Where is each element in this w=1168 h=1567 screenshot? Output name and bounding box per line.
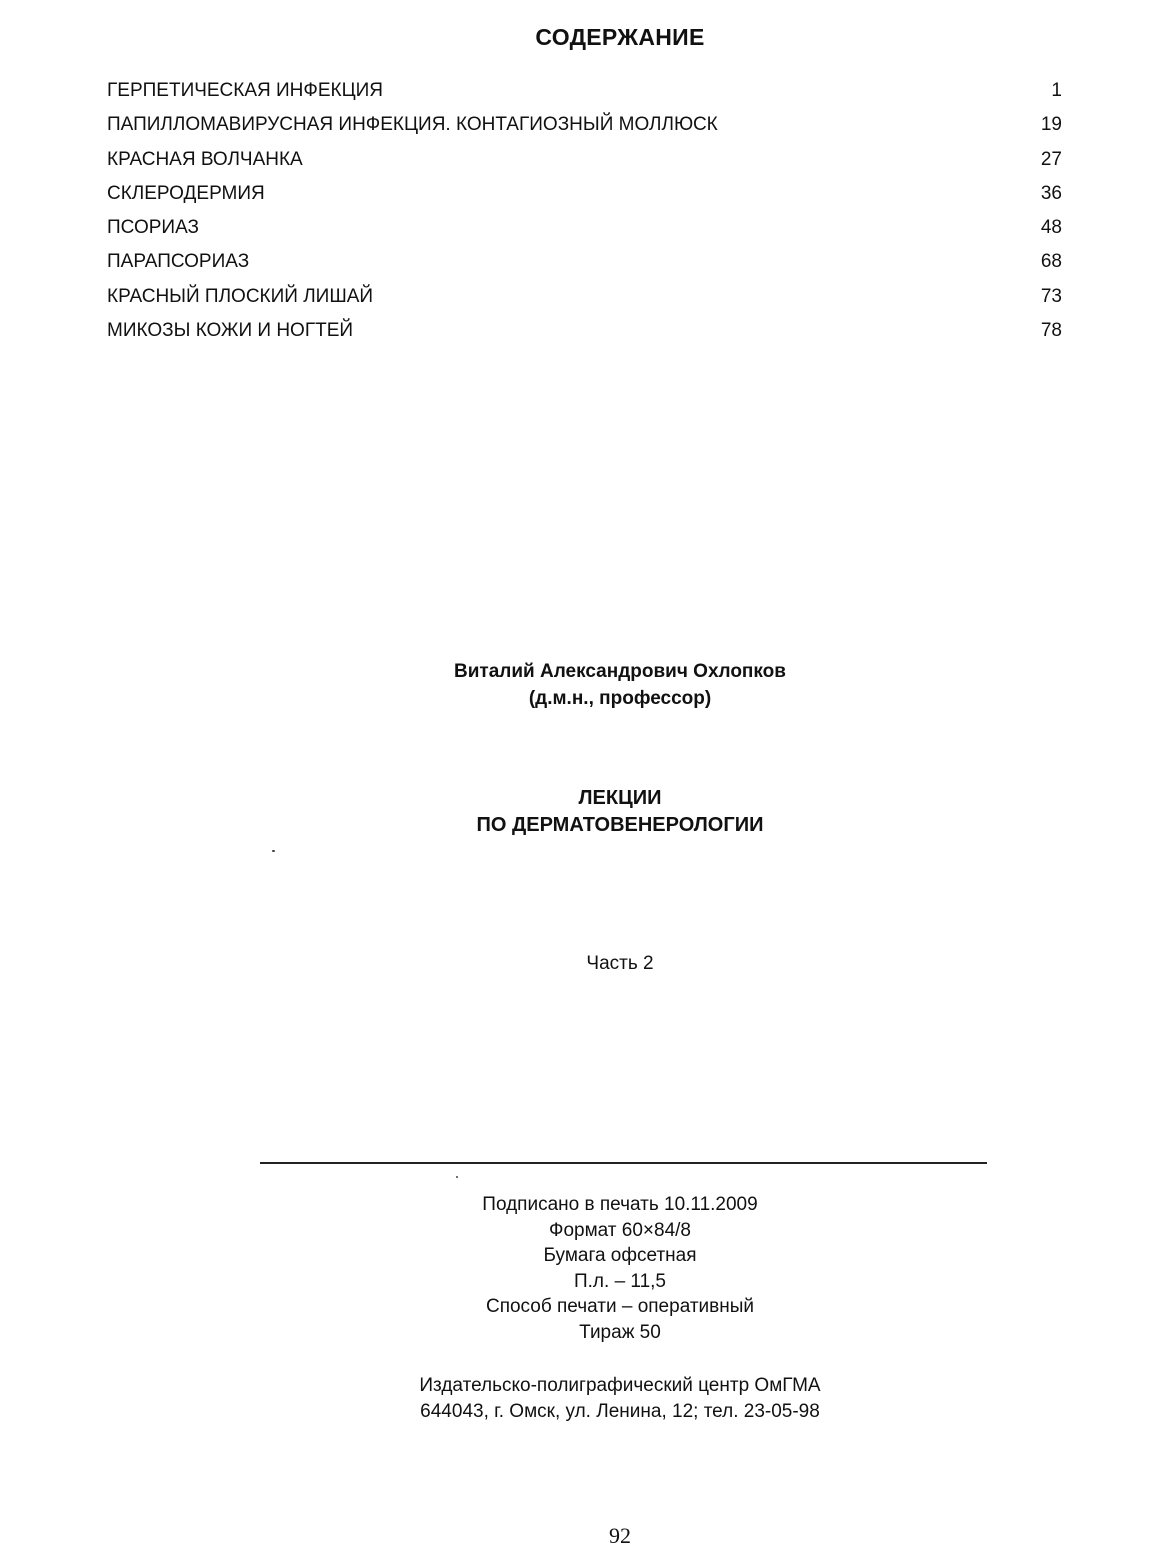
divider-line [260,1162,987,1164]
toc-item-page: 68 [1040,251,1062,273]
toc-item-page: 48 [1040,217,1062,239]
toc-item-label: ПСОРИАЗ [107,217,200,239]
imprint-format: Формат 60×84/8 [549,1219,691,1241]
toc-item-label: ПАПИЛЛОМАВИРУСНАЯ ИНФЕКЦИЯ. КОНТАГИОЗНЫЙ МОЛЛЮСК [107,114,718,136]
toc-item-page: 73 [1040,285,1062,307]
toc-item [107,283,1062,317]
toc-item [107,248,1062,282]
toc-item-label: МИКОЗЫ КОЖИ И НОГТЕЙ [107,320,354,342]
toc-item-page: 27 [1040,148,1062,170]
toc-item [107,111,1062,145]
toc-item [107,214,1062,248]
toc-item-label: КРАСНЫЙ ПЛОСКИЙ ЛИШАЙ [107,285,374,307]
author-credentials: (д.м.н., профессор) [528,688,712,709]
toc-item [107,180,1062,214]
page-number: 92 [609,1523,631,1548]
toc-list [107,77,1062,351]
toc-title: СОДЕРЖАНИЕ [535,24,705,50]
toc-item [107,77,1062,111]
publisher-block [0,1373,1168,1424]
toc-item-label: ПАРАПСОРИАЗ [107,251,250,273]
book-title [0,785,1168,839]
author-name: Виталий Александрович Охлопков [454,661,786,682]
imprint-sheets: П.л. – 11,5 [574,1270,666,1292]
imprint-block [0,1192,1168,1346]
toc-item [107,317,1062,351]
toc-item-label: СКЛЕРОДЕРМИЯ [107,182,265,204]
toc-item-page: 19 [1040,114,1062,136]
imprint-signed: Подписано в печать 10.11.2009 [482,1194,758,1215]
imprint-circulation: Тираж 50 [579,1321,661,1343]
publisher-address: 644043, г. Омск, ул. Ленина, 12; тел. 23-05-98 [420,1400,820,1422]
book-title-line2: ПО ДЕРМАТОВЕНЕРОЛОГИИ [476,814,764,836]
toc-item-label: КРАСНАЯ ВОЛЧАНКА [107,148,303,170]
toc-item-label: ГЕРПЕТИЧЕСКАЯ ИНФЕКЦИЯ [107,80,384,101]
publisher-name: Издательско-полиграфический центр ОмГМА [419,1375,821,1396]
book-part: Часть 2 [586,953,654,974]
scan-speck [272,850,275,852]
toc-item-page: 36 [1040,182,1062,204]
toc-item-page: 78 [1040,320,1062,342]
scan-speck [456,1176,458,1178]
imprint-method: Способ печати – оперативный [485,1296,755,1318]
imprint-paper: Бумага офсетная [543,1245,697,1267]
toc-item-page: 1 [1051,80,1062,101]
author-block [0,658,1168,712]
book-title-line1: ЛЕКЦИИ [578,787,662,809]
toc-item [107,146,1062,180]
